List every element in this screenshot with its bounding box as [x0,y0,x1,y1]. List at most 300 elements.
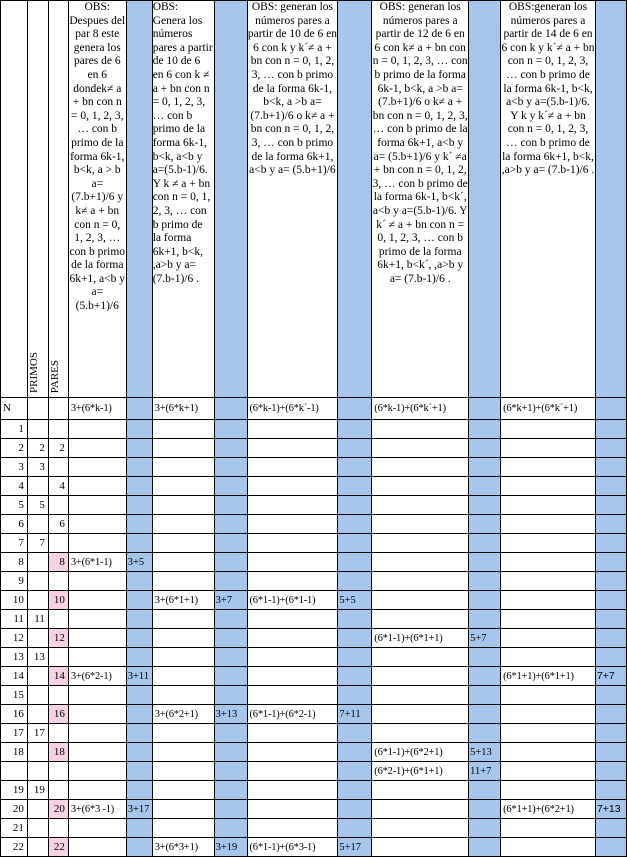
n-cell: 15 [1,686,28,705]
sum-cell [126,819,152,838]
sum-cell [595,724,626,743]
even-cell: 20 [48,800,68,819]
sum-cell [595,477,626,496]
even-cell [48,610,68,629]
sum-cell [126,705,152,724]
expr-cell [152,534,214,553]
sum-cell [214,743,247,762]
expr-cell: (6*1+1)+(6*1+1) [501,667,596,686]
sum-cell [595,838,626,857]
even-cell: 8 [48,553,68,572]
prime-cell [27,515,48,534]
sum-cell [595,515,626,534]
expr-cell [68,572,126,591]
prime-cell [27,800,48,819]
sum-cell [469,838,501,857]
sum-cell [214,534,247,553]
sum-cell [126,591,152,610]
expr-cell [501,534,596,553]
sum-cell [126,724,152,743]
sum-cell: 5+7 [469,629,501,648]
expr-cell [501,648,596,667]
n-cell: 4 [1,477,28,496]
sum-cell [126,477,152,496]
sum-cell [595,686,626,705]
sum-cell [338,800,372,819]
expr-cell [372,591,469,610]
formula-2: 3+(6*k+1) [152,398,214,420]
expr-cell [501,762,596,781]
expr-cell: (6*1-1)+(6*1-1) [247,591,338,610]
sum-cell [338,743,372,762]
expr-cell [501,743,596,762]
expr-cell [501,458,596,477]
sum-cell [338,667,372,686]
sum-cell [214,458,247,477]
prime-cell: 17 [27,724,48,743]
expr-cell: 3+(6*3+1) [152,838,214,857]
sum-cell [338,572,372,591]
expr-cell [372,667,469,686]
sum-cell [595,420,626,439]
table-row [1,762,627,781]
expr-cell [247,610,338,629]
sum-cell [338,648,372,667]
n-cell: 10 [1,591,28,610]
primos-header: PRIMOS [27,352,40,393]
sum-cell [469,458,501,477]
n-cell: 5 [1,496,28,515]
sum-cell: 3+13 [214,705,247,724]
expr-cell [247,572,338,591]
expr-cell [372,572,469,591]
expr-cell [68,686,126,705]
n-cell: 2 [1,439,28,458]
sum-cell [469,705,501,724]
sum-cell [214,629,247,648]
expr-cell [152,819,214,838]
expr-cell [152,648,214,667]
sum-cell [595,553,626,572]
n-cell: 3 [1,458,28,477]
sum-cell [126,515,152,534]
sum-cell [214,667,247,686]
expr-cell [247,439,338,458]
sum-cell [214,439,247,458]
formula-1: 3+(6*k-1) [68,398,126,420]
table-row [1,458,627,477]
expr-cell [501,781,596,800]
expr-cell [68,477,126,496]
sum-cell [126,458,152,477]
sum-cell [595,819,626,838]
sum-cell: 7+11 [338,705,372,724]
table-row [1,420,627,439]
n-cell: 22 [1,838,28,857]
prime-cell: 3 [27,458,48,477]
expr-cell [68,781,126,800]
prime-cell [27,477,48,496]
table-row [1,724,627,743]
sum-cell [214,477,247,496]
expr-cell [152,515,214,534]
n-cell [1,762,28,781]
sum-cell [338,762,372,781]
even-cell: 16 [48,705,68,724]
prime-cell [27,591,48,610]
sum-cell [126,762,152,781]
table-row [1,743,627,762]
expr-cell [247,496,338,515]
even-cell [48,420,68,439]
expr-cell [247,743,338,762]
expr-cell [247,648,338,667]
table-row [1,515,627,534]
even-cell: 22 [48,838,68,857]
table-row [1,648,627,667]
sum-cell [595,534,626,553]
prime-cell: 11 [27,610,48,629]
expr-cell [247,458,338,477]
sum-cell [126,572,152,591]
prime-cell [27,743,48,762]
sum-cell [595,781,626,800]
sum-cell: 3+5 [126,553,152,572]
sum-cell [469,534,501,553]
obs-note-1: OBS: Despues del par 8 este genera los pares de 6 en 6 dondek≠ a + bn con n = 0, 1, 2, 3, … con b primo de la forma 6k-1, b<k, a > b a= (7.b+1)/6 y k≠ a + bn con n = 0, 1, 2, 3, … con b primo de la forma 6k+1, a<b y a= (5.b+1)/6 [68,1,126,398]
expr-cell [372,439,469,458]
header-pares-cell [48,1,68,398]
table-row [1,439,627,458]
expr-cell: (6*2-1)+(6*1+1) [372,762,469,781]
sum-cell: 7+13 [595,800,626,819]
formula-4: (6*k-1)+(6*k´+1) [372,398,469,420]
sum-cell [469,819,501,838]
table-row [1,819,627,838]
expr-cell [68,648,126,667]
sum-cell [595,572,626,591]
prime-cell: 7 [27,534,48,553]
even-cell [48,648,68,667]
sum-cell [469,420,501,439]
expr-cell [247,781,338,800]
sum-cell [338,553,372,572]
prime-cell [27,420,48,439]
sum-cell [595,458,626,477]
prime-cell [27,629,48,648]
expr-cell [152,553,214,572]
sum-cell [214,819,247,838]
expr-cell [68,705,126,724]
sum-cell [469,610,501,629]
even-cell: 12 [48,629,68,648]
even-cell [48,686,68,705]
sum-cell [126,496,152,515]
sum-cell [338,515,372,534]
sum-cell [126,629,152,648]
sum-cell [214,515,247,534]
blue-cell [214,398,247,420]
table-row [1,838,627,857]
empty-cell [48,398,68,420]
expr-cell [501,572,596,591]
expr-cell: 3+(6*1+1) [152,591,214,610]
expr-cell [152,496,214,515]
expr-cell [501,724,596,743]
sum-cell [214,572,247,591]
sum-cell [126,534,152,553]
n-cell: 6 [1,515,28,534]
sum-cell [338,781,372,800]
sum-cell [595,762,626,781]
even-cell: 2 [48,439,68,458]
expr-cell [501,838,596,857]
sum-cell [338,534,372,553]
sum-cell [338,458,372,477]
obs-note-4: OBS: generan los números pares a partir de 12 de 6 en 6 con k≠ a + bn con n = 0, 1, 2, 3, … con b primo de la forma 6k-1, b<k, a >b a= (7.b+1)/6 o k≠ a + bn con n = 0, 1, 2, 3, … con b primo de la forma 6k+1, a<b y a= (5.b+1)/6 y k´ ≠a + bn con n = 0, 1, 2, 3, … con b primo de la forma 6k-1, b<k´, a<b y a=(5.b-1)/6. Y k´ ≠ a + bn con n = 0, 1, 2, 3, … con b primo de la forma 6k+1, b<k´, ,a>b y a= (7.b-1)/6 . [372,1,469,398]
sum-cell [126,838,152,857]
expr-cell: (6*1-1)+(6*2-1) [247,705,338,724]
prime-cell: 19 [27,781,48,800]
expr-cell [152,572,214,591]
sum-cell [469,667,501,686]
sum-cell: 3+11 [126,667,152,686]
even-cell: 4 [48,477,68,496]
expr-cell [152,629,214,648]
sum-cell [214,781,247,800]
expr-cell: 3+(6*3 -1) [68,800,126,819]
sum-cell [126,439,152,458]
sum-cell [214,420,247,439]
expr-cell [68,629,126,648]
sum-cell [214,724,247,743]
sum-cell [469,686,501,705]
n-label: N [1,398,28,420]
expr-cell [247,686,338,705]
expr-cell [68,743,126,762]
table-row [1,610,627,629]
expr-cell [152,458,214,477]
sum-cell [595,496,626,515]
expr-cell [68,420,126,439]
n-cell: 20 [1,800,28,819]
expr-cell [372,724,469,743]
sum-cell [126,686,152,705]
sum-cell [469,724,501,743]
n-cell: 12 [1,629,28,648]
expr-cell [501,819,596,838]
sum-cell [469,800,501,819]
sum-cell [469,781,501,800]
sum-cell [214,800,247,819]
sum-cell [595,610,626,629]
sum-cell [338,420,372,439]
formula-3: (6*k-1)+(6*k´-1) [247,398,338,420]
expr-cell [501,515,596,534]
prime-cell: 2 [27,439,48,458]
expr-cell: (6*1-1)+(6*2+1) [372,743,469,762]
even-cell: 14 [48,667,68,686]
sum-cell: 5+5 [338,591,372,610]
prime-cell [27,667,48,686]
expr-cell [372,458,469,477]
prime-cell: 13 [27,648,48,667]
table-row [1,667,627,686]
sum-cell: 3+17 [126,800,152,819]
expr-cell [247,629,338,648]
blue-cell [126,398,152,420]
n-cell: 8 [1,553,28,572]
obs-note-3: OBS: generan los números pares a partir de 10 de 6 en 6 con k y k´≠ a + bn con n = 0, 1, 2, 3, … con b primo de la forma 6k-1, b<k, a >b a= (7.b+1)/6 o k≠ a + bn con n = 0, 1, 2, 3, … con b primo de la forma 6k+1, a<b y a= (5.b+1)/6 [247,1,338,398]
expr-cell [152,477,214,496]
even-cell [48,534,68,553]
even-cell [48,458,68,477]
sum-cell [126,648,152,667]
blue-column-header [126,1,152,398]
even-cell [48,781,68,800]
blue-column-header [338,1,372,398]
expr-cell [68,515,126,534]
table-row [1,800,627,819]
sum-cell [338,439,372,458]
header-primos-cell [27,1,48,398]
sum-cell [126,420,152,439]
sum-cell [338,496,372,515]
expr-cell [372,420,469,439]
prime-cell: 5 [27,496,48,515]
expr-cell [372,610,469,629]
expr-cell [247,819,338,838]
even-cell [48,496,68,515]
prime-cell [27,705,48,724]
table-row [1,477,627,496]
sum-cell [338,477,372,496]
sum-cell [595,591,626,610]
sum-cell [469,477,501,496]
expr-cell [152,762,214,781]
sum-cell [595,705,626,724]
expr-cell [372,800,469,819]
table-row [1,572,627,591]
expr-cell [372,819,469,838]
prime-cell [27,838,48,857]
sum-cell [595,648,626,667]
expr-cell [152,667,214,686]
expr-cell [372,686,469,705]
expr-cell [247,420,338,439]
expr-cell [501,591,596,610]
blue-column-header [469,1,501,398]
n-cell: 21 [1,819,28,838]
obs-note-2: OBS: Genera los números pares a partir de 10 de 6 en 6 con k ≠ a + bn con n = 0, 1, 2, 3, … con b primo de la forma 6k-1, b<k, a<b y a=(5.b-1)/6. Y k ≠ a + bn con n = 0, 1, 2, 3, … con b primo de la forma 6k+1, b<k, ,a>b y a=(7.b-1)/6 . [152,1,214,398]
expr-cell [247,515,338,534]
even-cell: 10 [48,591,68,610]
expr-cell [372,781,469,800]
sum-cell: 3+7 [214,591,247,610]
sum-cell: 11+7 [469,762,501,781]
n-cell: 19 [1,781,28,800]
expr-cell [247,477,338,496]
expr-cell [501,610,596,629]
expr-cell [372,515,469,534]
expr-cell: (6*1-1)+(6*3-1) [247,838,338,857]
expr-cell [247,724,338,743]
expr-cell [152,439,214,458]
table-row [1,686,627,705]
sum-cell [214,610,247,629]
expr-cell: 3+(6*1-1) [68,553,126,572]
n-cell: 1 [1,420,28,439]
n-cell: 14 [1,667,28,686]
sum-cell [469,439,501,458]
expr-cell [372,477,469,496]
expr-cell [372,838,469,857]
sum-cell: 3+19 [214,838,247,857]
sum-cell [338,629,372,648]
sum-cell [338,610,372,629]
sum-cell [469,496,501,515]
obs-note-5: OBS:generan los números pares a partir de 14 de 6 en 6 con k y k´≠ a + bn con n = 0, 1, 2, 3, … con b primo de la forma 6k-1, b<k, a<b y a=(5.b-1)/6. Y k y k´≠ a + bn con n = 0, 1, 2, 3, … con b primo de la forma 6k+1, b<k, ,a>b y a= (7.b-1)/6 . [501,1,596,398]
sum-cell [595,743,626,762]
header-row [1,1,627,398]
n-cell: 7 [1,534,28,553]
n-cell: 17 [1,724,28,743]
table-row [1,553,627,572]
expr-cell [68,591,126,610]
blue-cell [595,398,626,420]
blue-column-header [214,1,247,398]
prime-cell [27,553,48,572]
even-cell [48,762,68,781]
expr-cell [68,458,126,477]
sum-cell [214,686,247,705]
n-cell: 16 [1,705,28,724]
prime-cell [27,762,48,781]
empty-cell [27,398,48,420]
prime-cell [27,819,48,838]
expr-cell [68,534,126,553]
formula-row [1,398,627,420]
even-cell [48,572,68,591]
expr-cell [501,629,596,648]
expr-cell [501,496,596,515]
blue-cell [469,398,501,420]
n-cell: 13 [1,648,28,667]
expr-cell [152,800,214,819]
expr-cell [501,420,596,439]
prime-cell [27,686,48,705]
pares-header: PARES [48,359,61,393]
expr-cell [152,743,214,762]
expr-cell: (6*1-1)+(6*1+1) [372,629,469,648]
expr-cell [501,477,596,496]
even-cell: 18 [48,743,68,762]
expr-cell [372,705,469,724]
sum-cell: 7+7 [595,667,626,686]
expr-cell [68,610,126,629]
sum-cell [338,724,372,743]
sum-cell [469,515,501,534]
sum-cell [126,743,152,762]
expr-cell [68,439,126,458]
expr-cell [68,838,126,857]
n-cell: 11 [1,610,28,629]
sum-cell: 5+17 [338,838,372,857]
sum-cell [469,648,501,667]
expr-cell [372,648,469,667]
expr-cell [247,534,338,553]
even-cell: 6 [48,515,68,534]
